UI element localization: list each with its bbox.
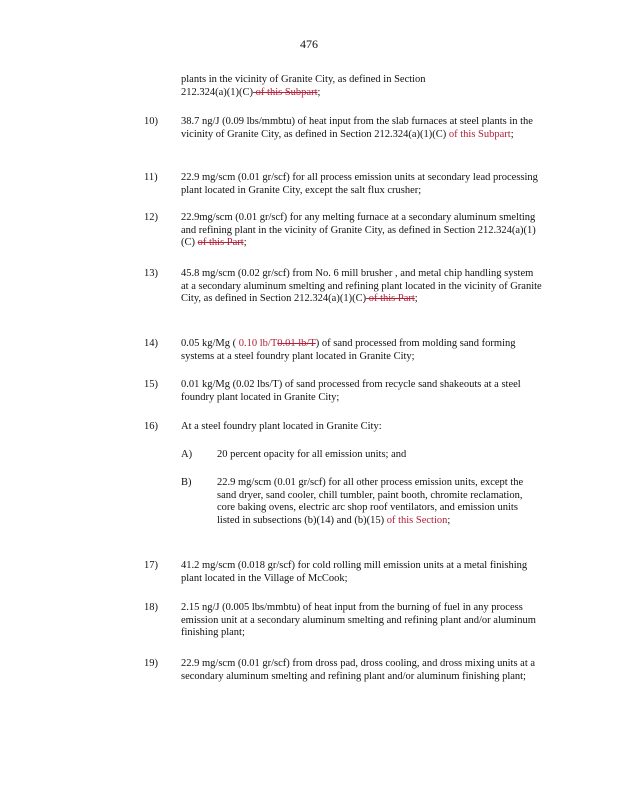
deleted-text: of this Part [197,237,244,249]
item-number: 16) [144,421,158,432]
item-text: At a steel foundry plant located in Granite City: [181,421,382,432]
item-number: 17) [144,560,158,571]
item-text: 22.9mg/scm (0.01 gr/scf) for any melting furnace at a secondary aluminum smelting and refining plant in the vicinity of Granite City, as defined in Section 212.324(a)(1)(C) of this Part; [181,212,536,249]
sub-item-text: 20 percent opacity for all emission units; and [217,449,407,460]
continuation-text [181,74,541,99]
item-text: 41.2 mg/scm (0.018 gr/scf) for cold rolling mill emission units at a metal finishing plant located in the Village of McCook; [181,560,528,584]
item-number: 19) [144,658,158,669]
item-number: 14) [144,338,158,349]
page-number: 476 [300,37,318,51]
item-text: 45.8 mg/scm (0.02 gr/scf) from No. 6 mill brusher , and metal chip handling system at a secondary aluminum smelting and refining plant located in the vicinity of Granite City, as defined in Section 212.324(a)(1)(C) of this Part; [181,268,542,305]
sub-item-number: B) [181,477,192,488]
sub-item-number: A) [181,449,193,460]
item-text: 38.7 ng/J (0.09 lbs/mmbtu) of heat input from the slab furnaces at steel plants in the vicinity of Granite City, as defined in Section 212.324(a)(1)(C) of this Subpart; [181,116,533,140]
deleted-text: of this Subpart [253,86,318,98]
deleted-text: of this Part [366,293,415,305]
item-text: 22.9 mg/scm (0.01 gr/scf) from dross pad, dross cooling, and dross mixing units at a secondary aluminum smelting and refining plant and/or aluminum finishing plant; [181,658,536,682]
item-number: 13) [144,268,158,279]
item-number: 18) [144,602,158,613]
inserted-text: of this Section [386,514,448,526]
continuation-line-2: 212.324(a)(1)(C) of this Subpart; [181,86,321,98]
item-number: 15) [144,379,158,390]
item-number: 12) [144,212,158,223]
deleted-text: 0.01 lb/T [277,338,316,349]
item-text: 0.01 kg/Mg (0.02 lbs/T) of sand processed from recycle sand shakeouts at a steel foundry plant located in Granite City; [181,379,521,403]
inserted-text: 0.10 lb/T [236,338,278,349]
sub-item-text: 22.9 mg/scm (0.01 gr/scf) for all other process emission units, except the sand dryer, sand cooler, chill tumbler, paint booth, chromite reclamation, core baking ovens, electric arc shop roof ventilators, and emission units listed in subsections (b)(14) and (b)(15) of this Section; [217,477,524,526]
item-number: 11) [144,172,158,183]
item-text: 2.15 ng/J (0.005 lbs/mmbtu) of heat input from the burning of fuel in any process emission unit at a secondary aluminum smelting and refining plant and/or aluminum finishing plant; [181,602,536,639]
continuation-line-1: plants in the vicinity of Granite City, as defined in Section [181,74,426,85]
item-text: 22.9 mg/scm (0.01 gr/scf) for all process emission units at secondary lead processing plant located in Granite City, except the salt flux crusher; [181,172,538,196]
item-number: 10) [144,116,158,127]
item-text: 0.05 kg/Mg ( 0.10 lb/T0.01 lb/T) of sand processed from molding sand forming systems at a steel foundry plant located in Granite City; [181,338,516,362]
inserted-text: of this Subpart [448,128,511,140]
